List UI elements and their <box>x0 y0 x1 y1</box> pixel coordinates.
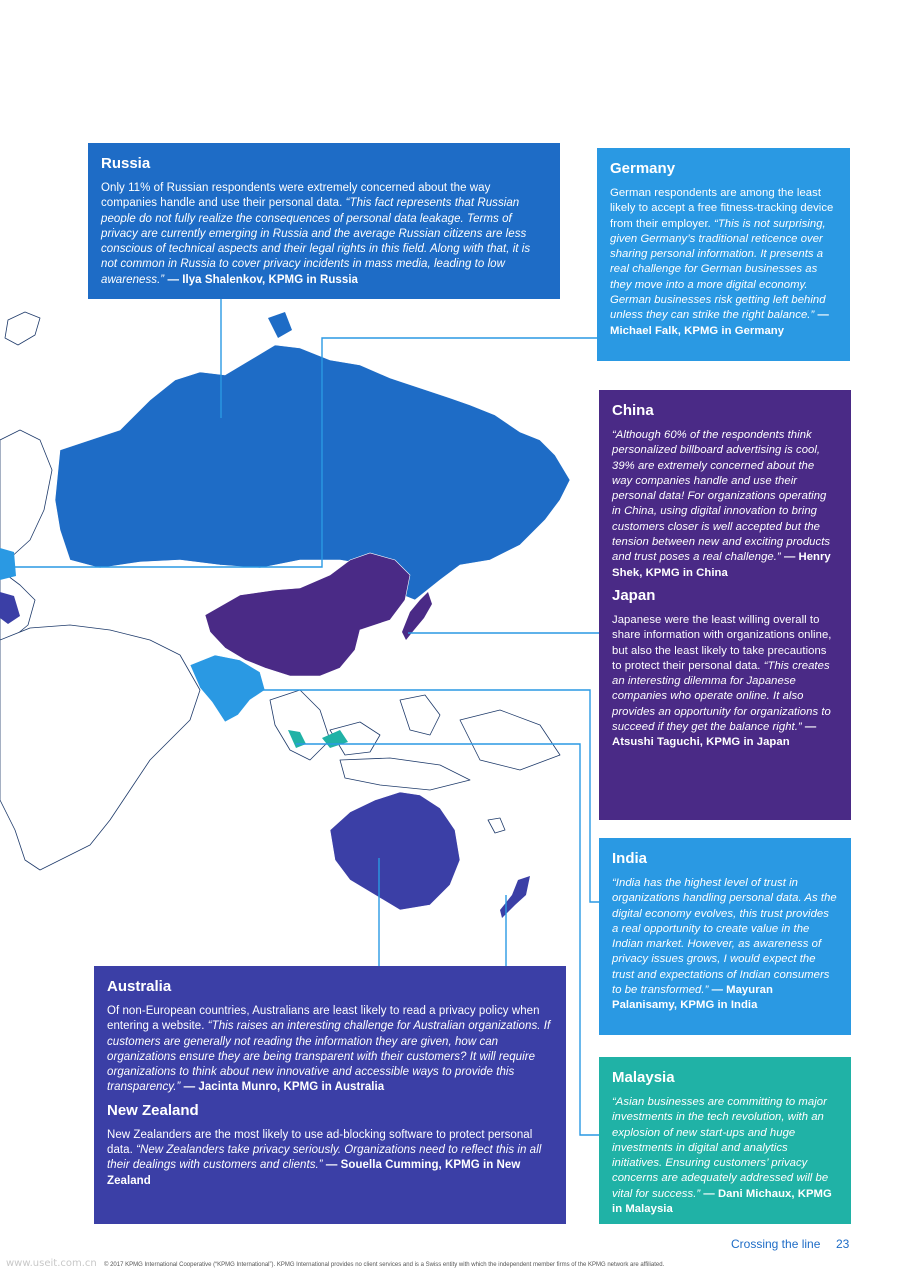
germany-quote: “This is not surprising, given Germany’s traditional reticence over sharing personal information. It presents a real challenge for German businesses as they move into a more digital economy. German businesses risk getting left behind unless they can strike the right balance.” <box>610 217 826 322</box>
russia-text: Only 11% of Russian respondents were extremely concerned about the way companies handle and use their personal data. <box>101 182 491 210</box>
germany-callout <box>597 148 850 361</box>
russia-quote: “This fact represents that Russian people do not fully realize the consequences of personal data leakage. Terms of privacy are currently emerging in Russia and the average Russian citizens are less conscious of technical aspects and their legal rights in this field. Along with that, it is not common in Russia to cover privacy incidents in mass media, leading to low awareness.” <box>101 197 531 286</box>
australia-text: Of non-European countries, Australians are least likely to read a privacy policy when entering a website. <box>107 1005 540 1033</box>
new-zealand-body <box>107 1128 552 1189</box>
russia-body <box>101 181 546 288</box>
japan-title: Japan <box>612 586 656 604</box>
germany-body <box>610 186 836 339</box>
japan-quote: “This creates an interesting dilemma for Japanese companies who operate online. It also provides an opportunity for organizations to succeed if they get the balance right.” <box>612 659 831 734</box>
india-callout <box>599 838 851 1035</box>
map-australia <box>330 792 460 910</box>
india-body <box>612 876 837 1014</box>
russia-title: Russia <box>101 155 151 172</box>
malaysia-attribution: — Dani Michaux, KPMG in Malaysia <box>612 1187 832 1216</box>
india-quote: “India has the highest level of trust in organizations handling personal data. As the digital economy evolves, this trust provides a real opportunity to create value in the Indian market. However, as awareness of privacy issues grows, I would expect the trust and expectations of Indian consumers to be transformed.” <box>612 877 837 997</box>
australia-body <box>107 1004 552 1096</box>
china-attribution: — Henry Shek, KPMG in China <box>612 551 831 579</box>
japan-body <box>612 613 837 751</box>
japan-text: Japanese were the least willing overall to share information with organizations online, but also the least likely to take precautions to protect their personal data. <box>612 613 832 672</box>
malaysia-quote: “Asian businesses are committing to major investments in the tech revolution, with an explosion of new start-ups and huge investments in digital and analytics initiatives. Ensuring customers’ privacy concerns are adequately addressed will be vital for success.” <box>612 1096 829 1200</box>
china-quote: “Although 60% of the respondents think personalized billboard advertising is cool, 39% are extremely concerned about the way companies handle and use their personal data! For organizations operating in China, using digital innovation to bring customers closer is well accepted but the tension between new and exciting products and trust poses a real challenge.” <box>612 429 831 564</box>
malaysia-callout <box>599 1057 851 1224</box>
china-body <box>612 428 837 581</box>
map-germany <box>0 548 16 580</box>
india-title: India <box>612 850 648 867</box>
australia-nz-callout <box>94 966 566 1224</box>
section-title-link[interactable]: Crossing the line <box>731 1237 821 1251</box>
map-new-zealand <box>500 876 530 918</box>
australia-attribution: — Jacinta Munro, KPMG in Australia <box>183 1081 385 1094</box>
india-attribution: — Mayuran Palanisamy, KPMG in India <box>612 984 773 1012</box>
germany-attribution: — Michael Falk, KPMG in Germany <box>610 309 829 337</box>
australia-title: Australia <box>107 978 172 995</box>
new-zealand-quote: “New Zealanders take privacy seriously. Organizations need to reflect this in all their dealings with customers and clients.” <box>107 1144 542 1172</box>
russia-callout <box>88 143 560 299</box>
watermark: www.useit.com.cn <box>6 1258 97 1269</box>
malaysia-body <box>612 1095 837 1217</box>
map-india <box>190 655 265 722</box>
map-china <box>205 553 410 676</box>
china-title: China <box>612 402 654 419</box>
malaysia-title: Malaysia <box>612 1069 675 1086</box>
new-zealand-title: New Zealand <box>107 1101 199 1119</box>
russia-attribution: — Ilya Shalenkov, KPMG in Russia <box>167 273 359 286</box>
japan-attribution: — Atsushi Taguchi, KPMG in Japan <box>612 721 817 749</box>
china-japan-callout <box>599 390 851 820</box>
new-zealand-attribution: — Souella Cumming, KPMG in New Zealand <box>107 1159 521 1187</box>
map-russia <box>55 345 570 600</box>
copyright-footer: © 2017 KPMG International Cooperative (“KPMG International”). KPMG International provides no client services and is a Swiss entity with which the independent member firms of the KPMG network are affiliated. <box>104 1262 665 1268</box>
germany-title: Germany <box>610 160 676 177</box>
map-russia-island <box>268 312 292 338</box>
germany-text: German respondents are among the least likely to accept a free fitness-tracking device from their employer. <box>610 187 834 230</box>
australia-quote: “This raises an interesting challenge for Australian organizations. If customers are generally not reading the information they are given, how can organizations ensure they are being transparent with their customers? It will require organizations to think about new innovative and accessible ways to provide this transparency.” <box>107 1020 551 1094</box>
new-zealand-text: New Zealanders are the most likely to use ad-blocking software to protect personal data. <box>107 1128 533 1157</box>
page-number: 23 <box>836 1237 850 1251</box>
